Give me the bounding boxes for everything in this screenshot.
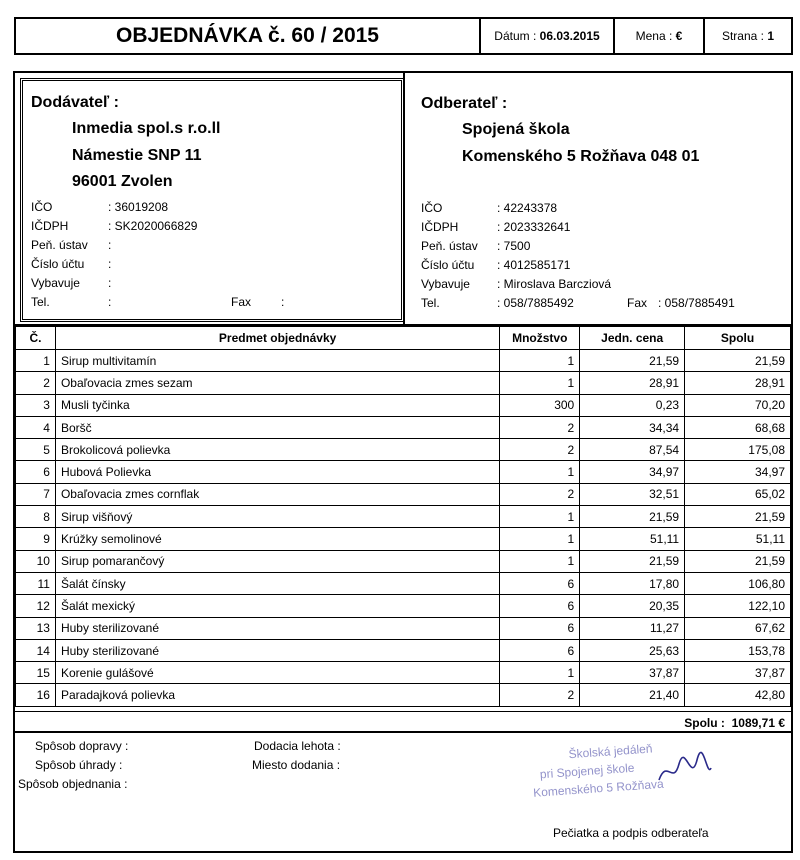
row-total: 21,59: [685, 350, 791, 372]
row-item: Šalát mexický: [55, 595, 499, 617]
row-item: Boršč: [55, 416, 499, 438]
row-item: Krúžky semolinové: [55, 528, 499, 550]
row-quantity: 300: [500, 394, 580, 416]
page-value: 1: [767, 29, 775, 43]
table-row: [16, 528, 791, 550]
row-item: Obaľovacia zmes cornflak: [55, 483, 499, 505]
col-header-total: Spolu: [685, 327, 791, 350]
row-number: 9: [16, 528, 56, 550]
date-value: 06.03.2015: [539, 29, 600, 43]
customer-fax-value: : 058/7885491: [658, 296, 735, 310]
table-row: [16, 483, 791, 505]
supplier-fax-label: Fax: [231, 295, 252, 309]
row-total: 65,02: [685, 483, 791, 505]
row-total: 67,62: [685, 617, 791, 639]
page-label: Strana :: [721, 29, 764, 43]
row-unit-price: 21,59: [580, 550, 685, 572]
row-number: 16: [16, 684, 56, 706]
row-total: 21,59: [685, 506, 791, 528]
customer-address: Komenského 5 Rožňava 048 01: [462, 148, 700, 165]
row-quantity: 1: [500, 550, 580, 572]
total-value: 1089,71 €: [731, 716, 785, 730]
stamp-line-2: pri Spojenej škole: [539, 760, 635, 782]
table-row: [16, 572, 791, 594]
supplier-ico-label: IČO: [31, 200, 53, 214]
customer-ico-label: IČO: [421, 201, 443, 215]
table-row: [16, 439, 791, 461]
stamp-line-3: Komenského 5 Rožňava: [532, 776, 665, 800]
row-quantity: 2: [500, 439, 580, 461]
date-label: Dátum :: [494, 29, 537, 43]
customer-icdph-value: : 2023332641: [497, 220, 571, 234]
customer-title: Odberateľ :: [421, 95, 508, 112]
row-quantity: 1: [500, 506, 580, 528]
customer-tel-value: : 058/7885492: [497, 296, 574, 310]
total-label: Spolu :: [684, 716, 725, 730]
row-total: 70,20: [685, 394, 791, 416]
customer-account-label: Číslo účtu: [421, 258, 475, 272]
row-number: 2: [16, 372, 56, 394]
row-total: 51,11: [685, 528, 791, 550]
signature-label: Pečiatka a podpis odberateľa: [553, 826, 709, 840]
row-quantity: 2: [500, 684, 580, 706]
col-header-quantity: Množstvo: [500, 327, 580, 350]
row-unit-price: 32,51: [580, 483, 685, 505]
payment-label: Spôsob úhrady :: [35, 758, 123, 772]
row-unit-price: 21,59: [580, 350, 685, 372]
row-item: Korenie gulášové: [55, 662, 499, 684]
row-total: 68,68: [685, 416, 791, 438]
supplier-bank-value: :: [108, 238, 112, 252]
table-row: [16, 461, 791, 483]
row-unit-price: 25,63: [580, 639, 685, 661]
row-total: 153,78: [685, 639, 791, 661]
supplier-ico-value: : 36019208: [108, 200, 169, 214]
row-item: Sirup višňový: [55, 506, 499, 528]
row-number: 1: [16, 350, 56, 372]
row-number: 5: [16, 439, 56, 461]
row-number: 4: [16, 416, 56, 438]
row-item: Sirup pomarančový: [55, 550, 499, 572]
row-number: 7: [16, 483, 56, 505]
row-item: Brokolicová polievka: [55, 439, 499, 461]
customer-name: Spojená škola: [462, 121, 570, 138]
row-quantity: 2: [500, 483, 580, 505]
table-row: [16, 684, 791, 706]
table-row: [16, 372, 791, 394]
items-table: [15, 326, 791, 707]
supplier-handler-value: :: [108, 276, 112, 290]
row-number: 6: [16, 461, 56, 483]
row-total: 34,97: [685, 461, 791, 483]
row-unit-price: 21,40: [580, 684, 685, 706]
row-total: 122,10: [685, 595, 791, 617]
transport-label: Spôsob dopravy :: [35, 739, 129, 753]
customer-bank-label: Peň. ústav: [421, 239, 478, 253]
row-unit-price: 17,80: [580, 572, 685, 594]
row-unit-price: 37,87: [580, 662, 685, 684]
row-total: 37,87: [685, 662, 791, 684]
supplier-icdph-value: : SK2020066829: [108, 219, 198, 233]
row-number: 13: [16, 617, 56, 639]
row-number: 11: [16, 572, 56, 594]
supplier-bank-label: Peň. ústav: [31, 238, 88, 252]
supplier-account-label: Číslo účtu: [31, 257, 85, 271]
items-table-body: [16, 350, 791, 707]
table-row: [16, 350, 791, 372]
row-item: Paradajková polievka: [55, 684, 499, 706]
row-unit-price: 34,34: [580, 416, 685, 438]
supplier-handler-label: Vybavuje: [31, 276, 80, 290]
row-quantity: 6: [500, 595, 580, 617]
table-row: [16, 506, 791, 528]
row-number: 15: [16, 662, 56, 684]
row-item: Sirup multivitamín: [55, 350, 499, 372]
row-number: 12: [16, 595, 56, 617]
row-total: 175,08: [685, 439, 791, 461]
ordering-label: Spôsob objednania :: [18, 777, 128, 791]
row-unit-price: 11,27: [580, 617, 685, 639]
row-quantity: 1: [500, 528, 580, 550]
row-quantity: 2: [500, 416, 580, 438]
col-header-number: Č.: [16, 327, 56, 350]
row-unit-price: 87,54: [580, 439, 685, 461]
signature-mark: [655, 750, 715, 790]
row-unit-price: 20,35: [580, 595, 685, 617]
supplier-box: [20, 78, 404, 322]
row-item: Šalát čínsky: [55, 572, 499, 594]
row-quantity: 1: [500, 461, 580, 483]
table-row: [16, 617, 791, 639]
row-unit-price: 0,23: [580, 394, 685, 416]
delivery-place-label: Miesto dodania :: [252, 758, 341, 772]
row-item: Musli tyčinka: [55, 394, 499, 416]
row-number: 8: [16, 506, 56, 528]
supplier-city: 96001 Zvolen: [72, 173, 173, 190]
customer-handler-value: : Miroslava Barcziová: [497, 277, 612, 291]
row-unit-price: 34,97: [580, 461, 685, 483]
table-header-row: [16, 327, 791, 350]
supplier-tel-value: :: [108, 295, 112, 309]
total-row: [15, 711, 791, 733]
row-item: Huby sterilizované: [55, 617, 499, 639]
row-total: 106,80: [685, 572, 791, 594]
row-total: 28,91: [685, 372, 791, 394]
supplier-icdph-label: IČDPH: [31, 219, 69, 233]
table-row: [16, 595, 791, 617]
currency-value: €: [675, 29, 683, 43]
row-item: Obaľovacia zmes sezam: [55, 372, 499, 394]
row-total: 42,80: [685, 684, 791, 706]
table-row: [16, 394, 791, 416]
row-total: 21,59: [685, 550, 791, 572]
customer-ico-value: : 42243378: [497, 201, 558, 215]
row-number: 3: [16, 394, 56, 416]
customer-icdph-label: IČDPH: [421, 220, 459, 234]
stamp-line-1: Školská jedáleň: [568, 741, 653, 762]
row-item: Huby sterilizované: [55, 639, 499, 661]
col-header-unit-price: Jedn. cena: [580, 327, 685, 350]
customer-tel-label: Tel.: [421, 296, 440, 310]
supplier-fax-value: :: [281, 295, 285, 309]
row-quantity: 6: [500, 617, 580, 639]
row-item: Hubová Polievka: [55, 461, 499, 483]
customer-account-value: : 4012585171: [497, 258, 571, 272]
table-row: [16, 416, 791, 438]
supplier-name: Inmedia spol.s r.o.ll: [72, 120, 221, 137]
customer-handler-label: Vybavuje: [421, 277, 470, 291]
row-unit-price: 28,91: [580, 372, 685, 394]
col-header-item: Predmet objednávky: [55, 327, 499, 350]
supplier-title: Dodávateľ :: [31, 94, 119, 111]
row-quantity: 6: [500, 639, 580, 661]
row-number: 14: [16, 639, 56, 661]
supplier-account-value: :: [108, 257, 112, 271]
table-row: [16, 639, 791, 661]
currency-label: Mena :: [635, 29, 673, 43]
row-unit-price: 51,11: [580, 528, 685, 550]
row-quantity: 1: [500, 372, 580, 394]
date-field: [479, 17, 615, 55]
row-quantity: 1: [500, 662, 580, 684]
currency-field: [613, 17, 705, 55]
row-quantity: 1: [500, 350, 580, 372]
row-quantity: 6: [500, 572, 580, 594]
table-row: [16, 550, 791, 572]
supplier-tel-label: Tel.: [31, 295, 50, 309]
row-unit-price: 21,59: [580, 506, 685, 528]
customer-box: [405, 73, 791, 324]
customer-bank-value: : 7500: [497, 239, 531, 253]
delivery-date-label: Dodacia lehota :: [254, 739, 341, 753]
supplier-street: Námestie SNP 11: [72, 147, 202, 164]
customer-fax-label: Fax: [627, 296, 648, 310]
row-number: 10: [16, 550, 56, 572]
order-title: OBJEDNÁVKA č. 60 / 2015: [14, 17, 481, 55]
page-field: [703, 17, 793, 55]
table-row: [16, 662, 791, 684]
